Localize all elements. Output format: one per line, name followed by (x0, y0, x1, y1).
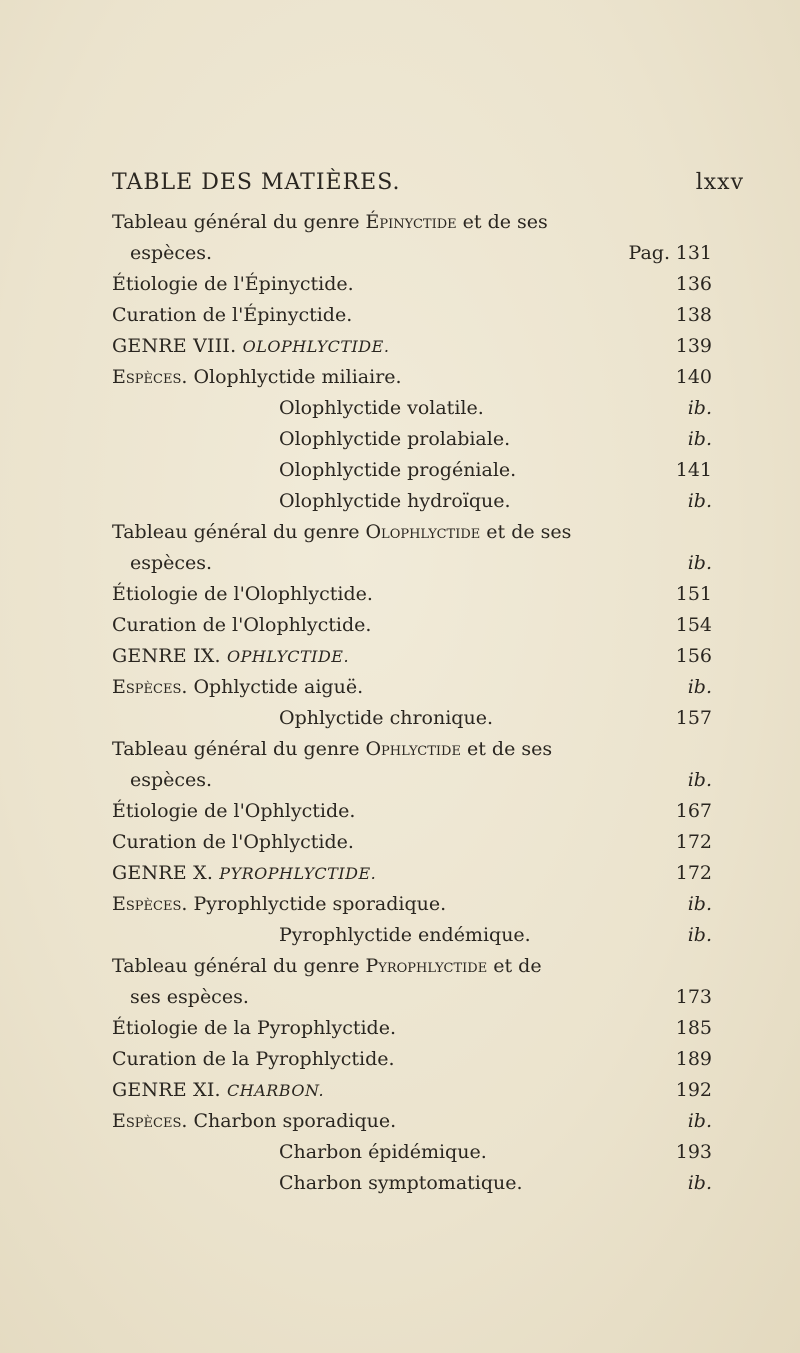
toc-entry (0, 1106, 800, 1137)
entry-post: et de (487, 955, 542, 977)
entry-label: Curation de l'Olophlyctide. (112, 614, 372, 636)
toc-entry (0, 1137, 800, 1168)
entry-post: et de ses (456, 211, 548, 233)
genus-name: Pyrophlyctide (365, 955, 488, 977)
toc-entry (0, 238, 800, 269)
species-name: Charbon sporadique. (193, 1110, 397, 1132)
page-number: 193 (675, 1141, 712, 1163)
toc-entry (0, 1013, 800, 1044)
toc-entry (0, 982, 800, 1013)
entry-label: ses espèces. (130, 986, 249, 1008)
entry-label: Pyrophlyctide endémique. (279, 924, 531, 946)
entry-pre: Tableau général du genre (112, 211, 366, 233)
page-folio: lxxv (695, 170, 744, 195)
entry-text (130, 982, 249, 1013)
genus-name: Ophlyctide (365, 738, 461, 760)
entry-label: Olophlyctide prolabiale. (279, 428, 511, 450)
page-number: 138 (675, 304, 712, 326)
toc-entry (0, 610, 800, 641)
entry-label: Olophlyctide progéniale. (279, 459, 517, 481)
toc-entry (0, 1168, 800, 1199)
especes-label: Espèces. (112, 1110, 194, 1132)
entry-label: Curation de l'Ophlyctide. (112, 831, 354, 853)
entry-pre: Tableau général du genre (112, 955, 366, 977)
toc-entry (0, 1044, 800, 1075)
genre-label: GENRE VIII. (112, 335, 243, 357)
page-number: 172 (675, 831, 712, 853)
entry-label: Ophlyctide chronique. (279, 707, 493, 729)
page-number: ib. (687, 1172, 712, 1194)
entry-text (112, 951, 542, 982)
especes-label: Espèces. (112, 893, 194, 915)
entry-text (279, 1168, 523, 1199)
pag-label: Pag. (628, 242, 670, 264)
page-number: 167 (675, 800, 712, 822)
page-number: ib. (687, 552, 712, 574)
page-number: ib. (687, 676, 712, 698)
toc-entry (0, 455, 800, 486)
entry-text (112, 672, 363, 703)
page-number: 131 (675, 242, 712, 264)
entry-label: Charbon symptomatique. (279, 1172, 523, 1194)
entry-label: Curation de la Pyrophlyctide. (112, 1048, 395, 1070)
species-name: Pyrophlyctide sporadique. (193, 893, 447, 915)
toc-entry (0, 672, 800, 703)
entry-text (112, 207, 548, 238)
toc-entry (0, 486, 800, 517)
entry-text (279, 424, 510, 455)
toc-entry (0, 331, 800, 362)
entry-label: Olophlyctide volatile. (279, 397, 484, 419)
entry-label: Étiologie de la Pyrophlyctide. (112, 1017, 396, 1039)
page-number: 136 (675, 273, 712, 295)
genre-name: OLOPHLYCTIDE. (242, 337, 390, 356)
entry-label: Olophlyctide hydroïque. (279, 490, 511, 512)
entry-text (112, 331, 389, 362)
entry-label: espèces. (130, 552, 213, 574)
page-number: ib. (687, 924, 712, 946)
toc-entry (0, 889, 800, 920)
entry-text (112, 269, 354, 300)
toc-entry (0, 424, 800, 455)
entry-text (130, 765, 212, 796)
page-number: ib. (687, 769, 712, 791)
toc-entry (0, 734, 800, 765)
page-number: 173 (675, 986, 712, 1008)
entry-text (112, 610, 371, 641)
entry-post: et de ses (480, 521, 572, 543)
genre-name: CHARBON. (227, 1081, 325, 1100)
genre-name: OPHLYCTIDE. (227, 647, 350, 666)
page-number: ib. (687, 1110, 712, 1132)
entry-text (112, 796, 355, 827)
entry-label: Étiologie de l'Épinyctide. (112, 273, 354, 295)
page-number: 139 (675, 335, 712, 357)
genre-label: GENRE IX. (112, 645, 227, 667)
page-number: ib. (687, 428, 712, 450)
toc-entry (0, 951, 800, 982)
entry-text (130, 548, 212, 579)
entry-text (112, 300, 352, 331)
entry-text (112, 1106, 396, 1137)
genus-name: Olophlyctide (365, 521, 481, 543)
toc-entry (0, 207, 800, 238)
toc-entry (0, 1075, 800, 1106)
entry-label: Étiologie de l'Ophlyctide. (112, 800, 356, 822)
entry-text (112, 734, 552, 765)
entry-text (112, 827, 354, 858)
page-number: 172 (675, 862, 712, 884)
entry-text (279, 1137, 487, 1168)
toc-entry (0, 827, 800, 858)
page-number: ib. (687, 490, 712, 512)
entry-text (112, 579, 373, 610)
genre-name: PYROPHLYCTIDE. (219, 864, 377, 883)
table-of-contents (0, 207, 800, 1199)
entry-post: et de ses (460, 738, 553, 760)
entry-label: Curation de l'Épinyctide. (112, 304, 353, 326)
toc-entry (0, 300, 800, 331)
entry-label: Étiologie de l'Olophlyctide. (112, 583, 373, 605)
header-title: TABLE DES MATIÈRES. (112, 170, 401, 195)
toc-entry (0, 765, 800, 796)
entry-text (279, 486, 511, 517)
entry-text (112, 1044, 395, 1075)
toc-entry (0, 393, 800, 424)
entry-pre: Tableau général du genre (112, 521, 366, 543)
entry-text (279, 455, 516, 486)
toc-entry (0, 579, 800, 610)
page-number: ib. (687, 893, 712, 915)
toc-entry (0, 641, 800, 672)
toc-entry (0, 796, 800, 827)
entry-text (130, 238, 212, 269)
especes-label: Espèces. (112, 676, 194, 698)
entry-text (112, 362, 402, 393)
toc-entry (0, 703, 800, 734)
page-number: 185 (675, 1017, 712, 1039)
toc-entry (0, 858, 800, 889)
entry-text (112, 858, 376, 889)
toc-entry (0, 517, 800, 548)
entry-text (112, 641, 349, 672)
entry-text (279, 703, 493, 734)
genre-label: GENRE XI. (112, 1079, 227, 1101)
page-number: ib. (687, 397, 712, 419)
entry-text (279, 393, 484, 424)
page-number: 189 (675, 1048, 712, 1070)
toc-entry (0, 362, 800, 393)
entry-text (279, 920, 531, 951)
page-number: 140 (675, 366, 712, 388)
toc-entry (0, 548, 800, 579)
species-name: Olophlyctide miliaire. (193, 366, 402, 388)
page-number: 157 (675, 707, 712, 729)
page-number: 141 (675, 459, 712, 481)
entry-pre: Tableau général du genre (112, 738, 366, 760)
species-name: Ophlyctide aiguë. (193, 676, 364, 698)
entry-text (112, 1075, 324, 1106)
entry-text (112, 517, 571, 548)
entry-label: espèces. (130, 242, 213, 264)
genre-label: GENRE X. (112, 862, 220, 884)
entry-text (112, 889, 446, 920)
entry-text (112, 1013, 396, 1044)
toc-entry (0, 269, 800, 300)
especes-label: Espèces. (112, 366, 194, 388)
page-number: 154 (675, 614, 712, 636)
page-number: 151 (675, 583, 712, 605)
entry-label: espèces. (130, 769, 213, 791)
entry-label: Charbon épidémique. (279, 1141, 487, 1163)
genus-name: Épinyctide (365, 211, 457, 233)
toc-entry (0, 920, 800, 951)
page-number: 192 (675, 1079, 712, 1101)
page-number: 156 (675, 645, 712, 667)
